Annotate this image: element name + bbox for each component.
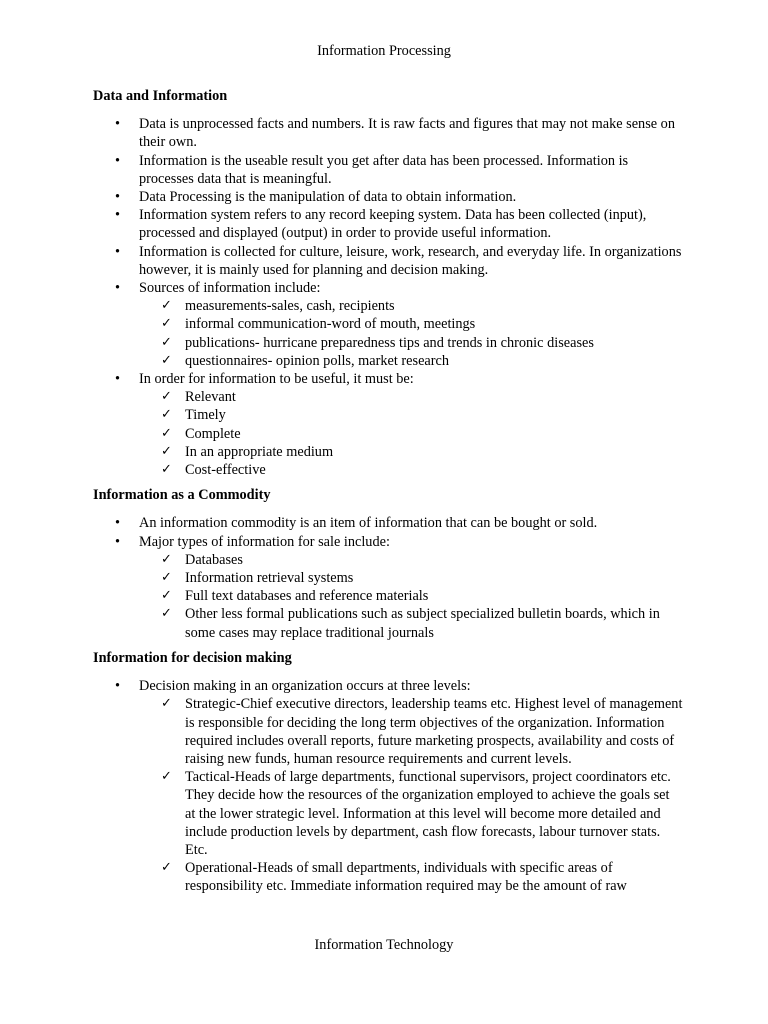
bullet-text: Information is the useable result you get after data has been processed. Information is processes data that is meaningful. xyxy=(139,152,629,187)
checkmark-icon: ✓ xyxy=(161,389,172,405)
section-title: Data and Information xyxy=(93,88,228,104)
checkmark-icon: ✓ xyxy=(161,769,172,785)
bullet-item xyxy=(93,115,683,151)
checklist-item xyxy=(139,388,683,406)
page-header: Information Processing xyxy=(317,43,451,59)
bullet-text: Information is collected for culture, leisure, work, research, and everyday life. In organizations however, it is mainly used for planning and decision making. xyxy=(139,243,682,278)
checklist-text: Strategic-Chief executive directors, leadership teams etc. Highest level of management is responsible for deciding the long term objectives of the organization. Information required includes overall reports, future marketing prospects, availability and costs of raising new funds, human resource requirements and current levels. xyxy=(185,696,683,767)
checklist xyxy=(139,388,683,479)
checklist-text: In an appropriate medium xyxy=(185,443,334,460)
checklist-text: Operational-Heads of small departments, individuals with specific areas of responsibility etc. Immediate information required may be the amount of raw xyxy=(185,860,627,895)
checkmark-icon: ✓ xyxy=(161,570,172,586)
checkmark-icon: ✓ xyxy=(161,588,172,604)
checklist xyxy=(139,695,683,895)
checkmark-icon: ✓ xyxy=(161,334,172,350)
checkmark-icon: ✓ xyxy=(161,352,172,368)
checklist-text: Tactical-Heads of large departments, functional supervisors, project coordinators etc. They decide how the resources of the organization employed to achieve the goals set at the lower strategic level. Information at this level will become more detailed and include production levels by department, cash flow forecasts, labour turnover stats. Etc. xyxy=(185,769,671,858)
checklist-item xyxy=(139,352,683,370)
checklist-text: Complete xyxy=(185,425,241,442)
checklist-item xyxy=(139,443,683,461)
checkmark-icon: ✓ xyxy=(161,696,172,712)
section-title: Information for decision making xyxy=(93,649,292,666)
bullet-text: Decision making in an organization occurs at three levels: xyxy=(139,678,471,695)
checklist-text: Cost-effective xyxy=(185,462,266,479)
checklist xyxy=(139,297,683,370)
bullet-text: Major types of information for sale include: xyxy=(139,533,390,550)
bullet-text: An information commodity is an item of information that can be bought or sold. xyxy=(139,515,598,532)
checklist-item xyxy=(139,334,683,352)
checklist-item xyxy=(139,605,683,641)
checklist-item xyxy=(139,461,683,479)
checklist-text: Timely xyxy=(185,407,226,424)
checklist-item xyxy=(139,768,683,859)
checklist-item xyxy=(139,859,683,895)
bullet-item xyxy=(93,206,683,242)
bullet-item xyxy=(93,152,683,188)
checklist-text: Databases xyxy=(185,551,243,568)
checkmark-icon: ✓ xyxy=(161,860,172,876)
checklist-item xyxy=(139,569,683,587)
checklist-item xyxy=(139,406,683,424)
checklist-item xyxy=(139,315,683,333)
checklist-text: Other less formal publications such as subject specialized bulletin boards, which in some cases may replace traditional journals xyxy=(185,606,660,641)
checklist-text: Relevant xyxy=(185,389,236,406)
bullet-item xyxy=(93,370,683,479)
bullet-text: Information system refers to any record keeping system. Data has been collected (input), processed and displayed (output) in order to provide useful information. xyxy=(139,207,647,242)
checklist-item xyxy=(139,551,683,569)
checkmark-icon: ✓ xyxy=(161,425,172,441)
checkmark-icon: ✓ xyxy=(161,407,172,423)
bullet-list xyxy=(93,514,683,641)
bullet-item xyxy=(93,533,683,642)
checklist-text: publications- hurricane preparedness tips and trends in chronic diseases xyxy=(185,334,594,351)
page-footer: Information Technology xyxy=(314,937,454,953)
checkmark-icon: ✓ xyxy=(161,298,172,314)
bullet-item xyxy=(93,279,683,370)
checklist-text: questionnaires- opinion polls, market research xyxy=(185,352,450,369)
checklist-item xyxy=(139,587,683,605)
checkmark-icon: ✓ xyxy=(161,443,172,459)
document-body xyxy=(93,87,683,896)
checklist-text: Full text databases and reference materials xyxy=(185,588,429,605)
bullet-item xyxy=(93,514,683,532)
section-title: Information as a Commodity xyxy=(93,487,271,504)
checklist-item xyxy=(139,695,683,768)
bullet-list xyxy=(93,677,683,895)
bullet-text: Sources of information include: xyxy=(139,280,321,297)
checklist xyxy=(139,551,683,642)
checkmark-icon: ✓ xyxy=(161,462,172,478)
bullet-item xyxy=(93,243,683,279)
checkmark-icon: ✓ xyxy=(161,551,172,567)
checkmark-icon: ✓ xyxy=(161,316,172,332)
bullet-text: Data is unprocessed facts and numbers. It is raw facts and figures that may not make sense on their own. xyxy=(139,116,675,151)
bullet-text: In order for information to be useful, it must be: xyxy=(139,371,414,388)
checklist-text: measurements-sales, cash, recipients xyxy=(185,298,395,315)
checklist-item xyxy=(139,425,683,443)
bullet-item xyxy=(93,188,683,206)
bullet-item xyxy=(93,677,683,895)
checkmark-icon: ✓ xyxy=(161,606,172,622)
bullet-text: Data Processing is the manipulation of data to obtain information. xyxy=(139,189,517,206)
checklist-text: informal communication-word of mouth, meetings xyxy=(185,316,476,333)
checklist-item xyxy=(139,297,683,315)
bullet-list xyxy=(93,115,683,479)
checklist-text: Information retrieval systems xyxy=(185,570,354,587)
